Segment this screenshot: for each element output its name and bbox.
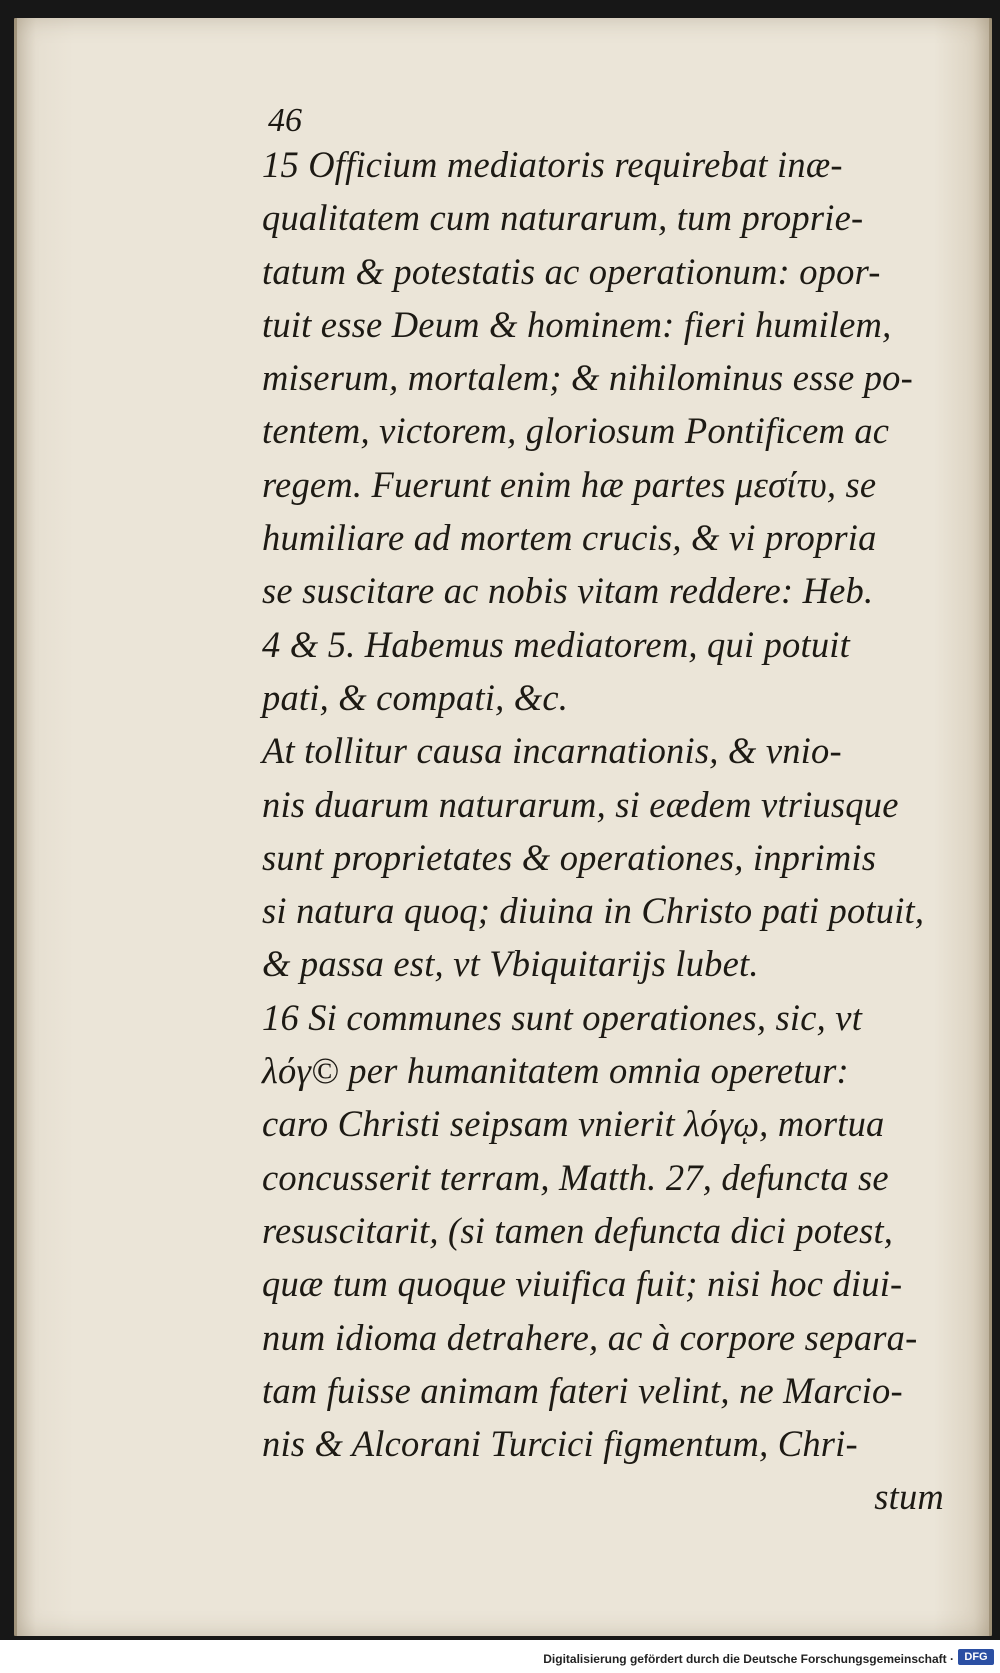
text-line: num idioma detrahere, ac à corpore separa-	[262, 1316, 918, 1358]
text-line: pati, & compati, &c.	[262, 676, 569, 718]
catchword: stum	[874, 1476, 944, 1518]
page-edge-left	[14, 18, 17, 1636]
text-line: si natura quoq; diuina in Christo pati potuit,	[262, 890, 925, 932]
text-line: miserum, mortalem; & nihilominus esse po-	[262, 357, 913, 399]
text-line: tuit esse Deum & hominem: fieri humilem,	[262, 303, 892, 345]
text-line: λόγ© per humanitatem omnia operetur:	[262, 1050, 849, 1092]
dfg-logo: DFG	[958, 1649, 994, 1665]
page-number: 46	[268, 102, 302, 139]
text-line: & passa est, vt Vbiquitarijs lubet.	[262, 943, 759, 985]
text-line: quæ tum quoque viuifica fuit; nisi hoc diui-	[262, 1263, 903, 1305]
text-line: tatum & potestatis ac operationum: opor-	[262, 250, 881, 292]
text-line: resuscitarit, (si tamen defuncta dici potest,	[262, 1209, 894, 1251]
text-line: At tollitur causa incarnationis, & vnio-	[262, 730, 842, 772]
text-line: 4 & 5. Habemus mediatorem, qui potuit	[262, 623, 850, 665]
text-line: qualitatem cum naturarum, tum proprie-	[262, 197, 864, 239]
digitization-credit: Digitalisierung gefördert durch die Deutsche Forschungsgemeinschaft ·	[543, 1652, 954, 1666]
text-line: se suscitare ac nobis vitam reddere: Heb.	[262, 570, 874, 612]
text-line: humiliare ad mortem crucis, & vi propria	[262, 517, 877, 559]
text-line: sunt proprietates & operationes, inprimis	[262, 836, 877, 878]
text-line: nis & Alcorani Turcici figmentum, Chri-	[262, 1423, 858, 1465]
text-line: 16 Si communes sunt operationes, sic, vt	[262, 996, 863, 1038]
text-line: tam fuisse animam fateri velint, ne Marcio-	[262, 1369, 903, 1411]
page-edge-right	[989, 18, 992, 1636]
text-line: caro Christi seipsam vnierit λόγῳ, mortua	[262, 1103, 885, 1145]
text-block	[262, 138, 962, 1524]
text-line: regem. Fuerunt enim hæ partes μεσίτυ, se	[262, 463, 877, 505]
text-line: tentem, victorem, gloriosum Pontificem ac	[262, 410, 890, 452]
text-line: nis duarum naturarum, si eædem vtriusque	[262, 783, 899, 825]
text-line: concusserit terram, Matth. 27, defuncta se	[262, 1156, 889, 1198]
text-line: 15 Officium mediatoris requirebat inæ-	[262, 144, 843, 185]
